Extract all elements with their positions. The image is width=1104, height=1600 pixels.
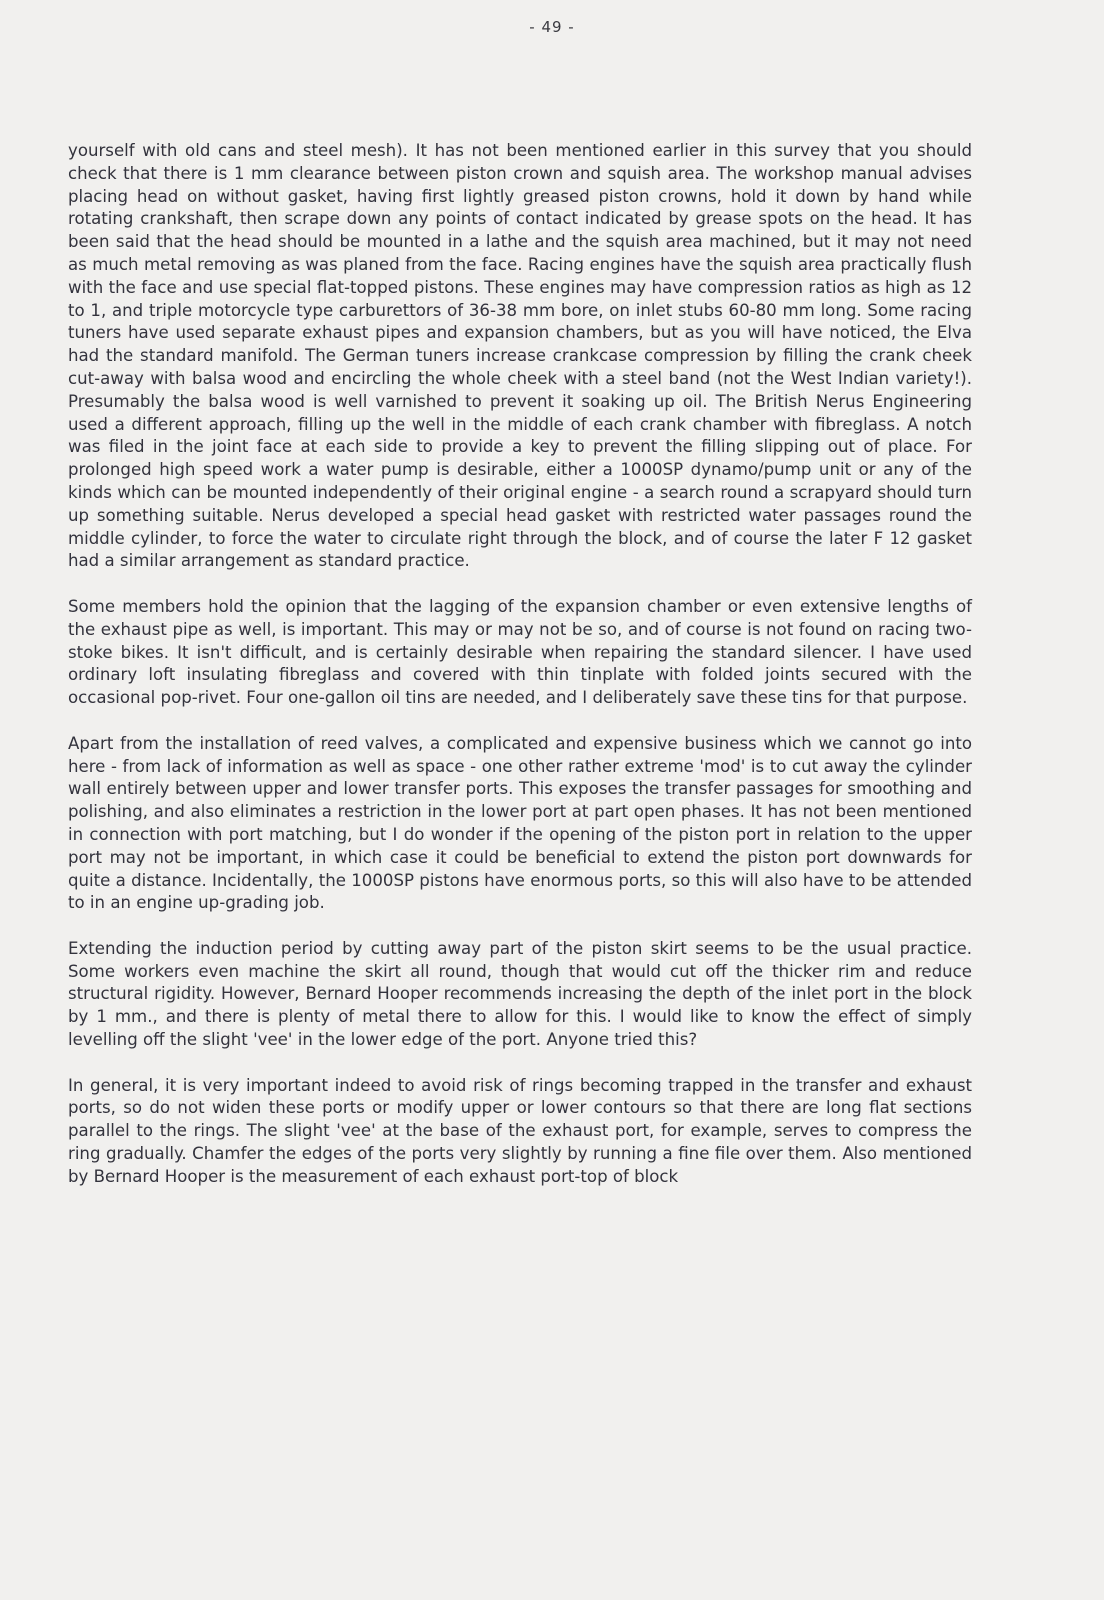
page-number: - 49 -: [529, 18, 575, 36]
paragraph-induction-period: Extending the induction period by cutting away part of the piston skirt seems to be the usual practice. Some workers even machine the skirt all round, though that would cut off the thicker rim and reduce structural rigidity. However, Bernard Hooper recommends increasing the depth of the inlet port in the block by 1 mm., and there is plenty of metal there to allow for this. I would like to know the effect of simply levelling off the slight 'vee' in the lower edge of the port. Anyone tried this?: [68, 938, 972, 1050]
paragraph-exhaust-lagging: Some members hold the opinion that the lagging of the expansion chamber or even extensive lengths of the exhaust pipe as well, is important. This may or may not be so, and of course is not found on racing two-stoke bikes. It isn't difficult, and is certainly desirable when repairing the standard silencer. I have used ordinary loft insulating fibreglass and covered with thin tinplate with folded joints secured with the occasional pop-rivet. Four one-gallon oil tins are needed, and I deliberately save these tins for that purpose.: [68, 596, 972, 708]
body-text: [68, 140, 972, 1189]
paragraph-transfer-ports: Apart from the installation of reed valves, a complicated and expensive business which we cannot go into here - from lack of information as well as space - one other rather extreme 'mod' is to cut away the cylinder wall entirely between upper and lower transfer ports. This exposes the transfer passages for smoothing and polishing, and also eliminates a restriction in the lower port at part open phases. It has not been mentioned in connection with port matching, but I do wonder if the opening of the piston port in relation to the upper port may not be important, in which case it could be beneficial to extend the piston port downwards for quite a distance. Incidentally, the 1000SP pistons have enormous ports, so this will also have to be attended to in an engine up-grading job.: [68, 733, 972, 913]
paragraph-cylinder-head-clearance: yourself with old cans and steel mesh). It has not been mentioned earlier in this survey that you should check that there is 1 mm clearance between piston crown and squish area. The workshop manual advises placing head on without gasket, having first lightly greased piston crowns, hold it down by hand while rotating crankshaft, then scrape down any points of contact indicated by grease spots on the head. It has been said that the head should be mounted in a lathe and the squish area machined, but it may not need as much metal removing as was planed from the face. Racing engines have the squish area practically flush with the face and use special flat-topped pistons. These engines may have compression ratios as high as 12 to 1, and triple motorcycle type carburettors of 36-38 mm bore, on inlet stubs 60-80 mm long. Some racing tuners have used separate exhaust pipes and expansion chambers, but as you will have noticed, the Elva had the standard manifold. The German tuners increase crankcase compression by filling the crank cheek cut-away with balsa wood and encircling the whole cheek with a steel band (not the West Indian variety!). Presumably the balsa wood is well varnished to prevent it soaking up oil. The British Nerus Engineering used a different approach, filling up the well in the middle of each crank chamber with fibreglass. A notch was filed in the joint face at each side to provide a key to prevent the filling slipping out of place. For prolonged high speed work a water pump is desirable, either a 1000SP dynamo/pump unit or any of the kinds which can be mounted independently of their original engine - a search round a scrapyard should turn up something suitable. Nerus developed a special head gasket with restricted water passages round the middle cylinder, to force the water to circulate right through the block, and of course the later F 12 gasket had a similar arrangement as standard practice.: [68, 141, 972, 571]
paragraph-piston-rings: In general, it is very important indeed to avoid risk of rings becoming trapped in the transfer and exhaust ports, so do not widen these ports or modify upper or lower contours so that there are long flat sections parallel to the rings. The slight 'vee' at the base of the exhaust port, for example, serves to compress the ring gradually. Chamfer the edges of the ports very slightly by running a fine file over them. Also mentioned by Bernard Hooper is the measurement of each exhaust port-top of block: [68, 1075, 972, 1186]
